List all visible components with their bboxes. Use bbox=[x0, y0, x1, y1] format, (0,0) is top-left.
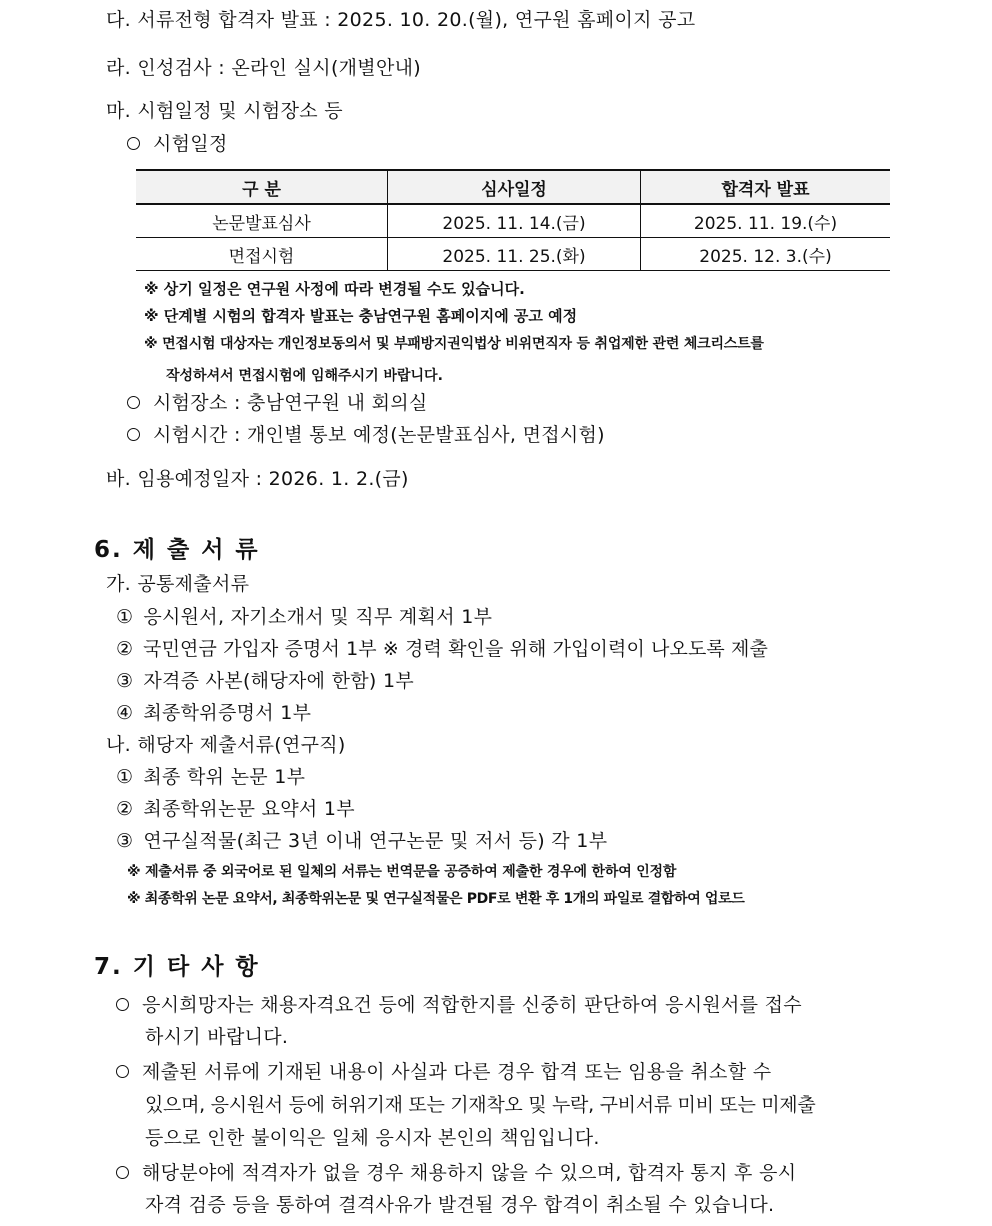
circle-bullet-icon bbox=[127, 396, 140, 409]
table-cell: 면접시험 bbox=[136, 238, 388, 271]
list-item: ① 최종 학위 논문 1부 bbox=[116, 766, 306, 788]
list-item: ④ 최종학위증명서 1부 bbox=[116, 702, 312, 724]
table-header-row bbox=[136, 170, 890, 204]
table-cell: 2025. 12. 3.(수) bbox=[641, 238, 891, 271]
other-item: 해당분야에 적격자가 없을 경우 채용하지 않을 수 있으며, 합격자 통지 후 응시 bbox=[116, 1161, 796, 1185]
circle-bullet-icon bbox=[116, 1065, 129, 1078]
list-item: ② 최종학위논문 요약서 1부 bbox=[116, 798, 355, 820]
table-row bbox=[136, 204, 890, 238]
list-item: ③ 자격증 사본(해당자에 한함) 1부 bbox=[116, 670, 415, 692]
documents-note: ※ 최종학위 논문 요약서, 최종학위논문 및 연구실적물은 PDF로 변환 후 1개의 파일로 결합하여 업로드 bbox=[127, 891, 745, 907]
schedule-note: ※ 단계별 시험의 합격자 발표는 충남연구원 홈페이지에 공고 예정 bbox=[144, 307, 578, 325]
circle-bullet-icon bbox=[116, 998, 129, 1011]
list-item: ① 응시원서, 자기소개서 및 직무 계획서 1부 bbox=[116, 606, 493, 628]
documents-note: ※ 제출서류 중 외국어로 된 일체의 서류는 번역문을 공증하여 제출한 경우에 한하여 인정함 bbox=[127, 864, 677, 880]
common-documents-heading: 가. 공통제출서류 bbox=[106, 573, 250, 595]
circle-bullet-icon bbox=[127, 428, 140, 441]
exam-schedule-heading: 마. 시험일정 및 시험장소 등 bbox=[106, 100, 343, 122]
table-cell: 2025. 11. 14.(금) bbox=[388, 204, 641, 238]
other-item: 응시희망자는 채용자격요건 등에 적합한지를 신중히 판단하여 응시원서를 접수 bbox=[116, 993, 802, 1017]
table-header-cell: 심사일정 bbox=[388, 170, 641, 204]
other-item-continued: 등으로 인한 불이익은 일체 응시자 본인의 책임입니다. bbox=[145, 1127, 600, 1149]
section-6-title: 6. 제 출 서 류 bbox=[94, 537, 260, 563]
other-item-continued: 있으며, 응시원서 등에 허위기재 또는 기재착오 및 누락, 구비서류 미비 또는 미제출 bbox=[145, 1094, 816, 1116]
circle-bullet-icon bbox=[127, 137, 140, 150]
announcement-document-pass: 다. 서류전형 합격자 발표 : 2025. 10. 20.(월), 연구원 홈페이지 공고 bbox=[106, 9, 696, 31]
exam-schedule-subheading: 시험일정 bbox=[127, 132, 228, 156]
table-cell: 2025. 11. 25.(화) bbox=[388, 238, 641, 271]
schedule-note: ※ 상기 일정은 연구원 사정에 따라 변경될 수도 있습니다. bbox=[144, 280, 525, 298]
appointment-date: 바. 임용예정일자 : 2026. 1. 2.(금) bbox=[106, 468, 409, 490]
list-item: ③ 연구실적물(최근 3년 이내 연구논문 및 저서 등) 각 1부 bbox=[116, 830, 608, 852]
schedule-note: ※ 면접시험 대상자는 개인정보동의서 및 부패방지권익법상 비위면직자 등 취업제한 관련 체크리스트를 bbox=[144, 336, 764, 352]
table-cell: 2025. 11. 19.(수) bbox=[641, 204, 891, 238]
other-item-continued: 하시기 바랍니다. bbox=[145, 1026, 289, 1048]
conditional-documents-heading: 나. 해당자 제출서류(연구직) bbox=[106, 734, 346, 756]
table-header-cell: 구 분 bbox=[136, 170, 388, 204]
schedule-note-continued: 작성하셔서 면접시험에 임해주시기 바랍니다. bbox=[166, 368, 443, 384]
other-item: 제출된 서류에 기재된 내용이 사실과 다른 경우 합격 또는 임용을 취소할 수 bbox=[116, 1060, 771, 1084]
exam-schedule-table bbox=[136, 169, 890, 271]
list-item: ② 국민연금 가입자 증명서 1부 ※ 경력 확인을 위해 가입이력이 나오도록 제출 bbox=[116, 638, 768, 660]
exam-place: 시험장소 : 충남연구원 내 회의실 bbox=[127, 391, 428, 415]
table-header-cell: 합격자 발표 bbox=[641, 170, 891, 204]
section-7-title: 7. 기 타 사 항 bbox=[94, 954, 260, 980]
other-item-continued: 자격 검증 등을 통하여 결격사유가 발견될 경우 합격이 취소될 수 있습니다. bbox=[145, 1194, 775, 1216]
table-row bbox=[136, 238, 890, 271]
personality-test-item: 라. 인성검사 : 온라인 실시(개별안내) bbox=[106, 57, 421, 79]
exam-time: 시험시간 : 개인별 통보 예정(논문발표심사, 면접시험) bbox=[127, 423, 605, 447]
table-cell: 논문발표심사 bbox=[136, 204, 388, 238]
circle-bullet-icon bbox=[116, 1166, 129, 1179]
